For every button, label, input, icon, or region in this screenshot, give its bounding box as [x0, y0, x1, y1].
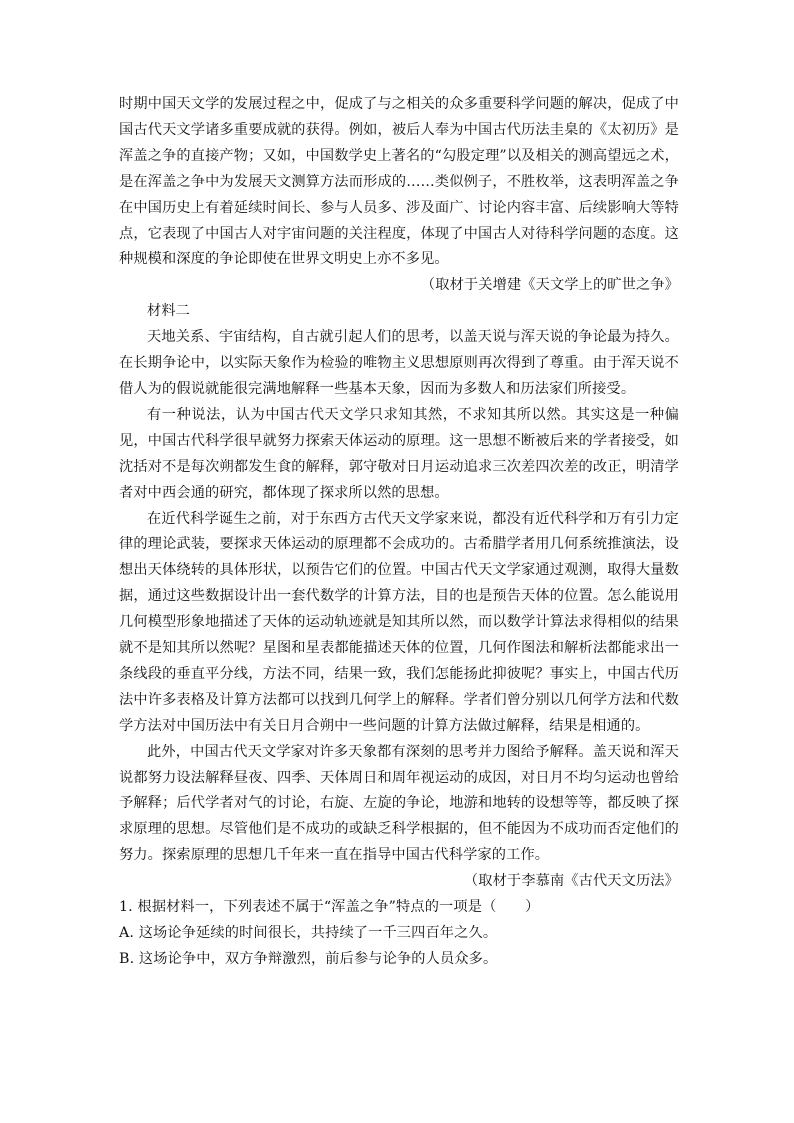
material2-paragraph-2: 有一种说法，认为中国古代天文学只求知其然，不求知其所以然。其实这是一种偏见，中国古代科学很早就努力探索天体运动的原理。这一思想不断被后来的学者接受，如沈括对不是每次朔都发生食的解释，郭守敬对日月运动追求三次差四次差的改正，明清学者对中西会通的研究，都体现了探求所以然的思想。	[119, 406, 679, 501]
material1-tail-paragraph: 时期中国天文学的发展过程之中，促成了与之相关的众多重要科学问题的解决，促成了中国古代天文学诸多重要成就的获得。例如，被后人奉为中国古代历法圭臬的《太初历》是浑盖之争的直接产物；又如，中国数学史上著名的“勾股定理”以及相关的测高望远之术，是在浑盖之争中为发展天文测算方法而形成的……类似例子，不胜枚举，这表明浑盖之争在中国历史上有着延续时间长、参与人员多、涉及面广、讨论内容丰富、后续影响大等特点，它表现了中国古人对宇宙问题的关注程度，体现了中国古人对待科学问题的态度。这种规模和深度的争论即使在世界文明史上亦不多见。	[119, 96, 679, 268]
document-page	[119, 92, 679, 973]
question-1-option-b: B. 这场论争中，双方争辩激烈，前后参与论争的人员众多。	[119, 950, 498, 967]
source-citation-1: （取材于关增建《天文学上的旷世之争》	[420, 277, 679, 294]
question-1-stem: 1. 根据材料一，下列表述不属于“浑盖之争”特点的一项是（ ）	[119, 899, 540, 916]
material2-paragraph-4: 此外，中国古代天文学家对许多天象都有深刻的思考并力图给予解释。盖天说和浑天说都努力设法解释昼夜、四季、天体周日和周年视运动的成因，对日月不均匀运动也曾给予解释；后代学者对气的讨论，右旋、左旋的争论，地游和地转的设想等等，都反映了探求原理的思想。尽管他们是不成功的或缺乏科学根据的，但不能因为不成功而否定他们的努力。探索原理的思想几千年来一直在指导中国古代科学家的工作。	[119, 743, 679, 864]
material2-paragraph-3: 在近代科学诞生之前，对于东西方古代天文学家来说，都没有近代科学和万有引力定律的理论武装，要探求天体运动的原理都不会成功的。古希腊学者用几何系统推演法，设想出天体绕转的具体形状，以预告它们的位置。中国古代天文学家通过观测，取得大量数据，通过这些数据设计出一套代数学的计算方法，目的也是预告天体的位置。怎么能说用几何模型形象地描述了天体的运动轨迹就是知其所以然，而以数学计算法求得相似的结果就不是知其所以然呢？星图和星表都能描述天体的位置，几何作图法和解析法都能求出一条线段的垂直平分线，方法不同，结果一致，我们怎能扬此抑彼呢？事实上，中国古代历法中许多表格及计算方法都可以找到几何学上的解释。学者们曾分别以几何学方法和代数学方法对中国历法中有关日月合朔中一些问题的计算方法做过解释，结果是相通的。	[119, 510, 679, 734]
question-1-option-a: A. 这场论争延续的时间很长，共持续了一千三四百年之久。	[119, 925, 498, 941]
source-citation-2: （取材于李慕南《古代天文历法》	[463, 873, 679, 890]
material2-heading: 材料二	[147, 303, 191, 320]
material2-paragraph-1: 天地关系、宇宙结构，自古就引起人们的思考，以盖天说与浑天说的争论最为持久。在长期争论中，以实际天象作为检验的唯物主义思想原则再次得到了尊重。由于浑天说不借人为的假说就能很完满地解释一些基本天象，因而为多数人和历法家们所接受。	[119, 329, 679, 397]
